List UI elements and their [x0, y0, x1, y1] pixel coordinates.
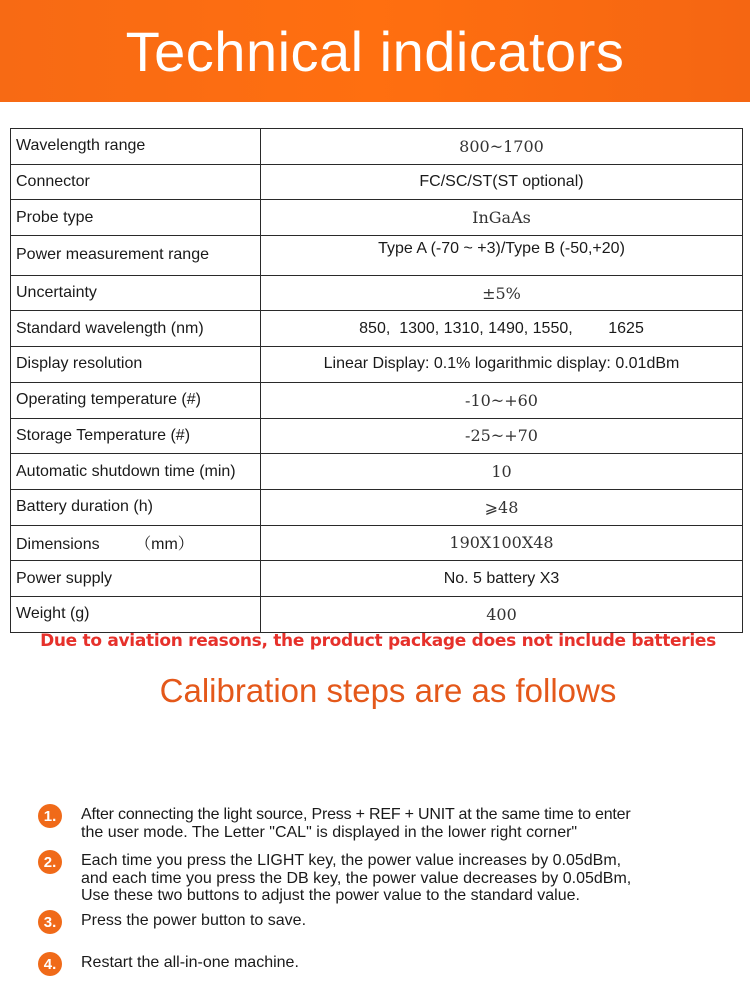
spec-value: Linear Display: 0.1% logarithmic display: 0.01dBm — [261, 347, 743, 383]
table-row — [11, 164, 743, 200]
table-row — [11, 382, 743, 418]
spec-label: Standard wavelength (nm) — [11, 311, 261, 347]
spec-label: Display resolution — [11, 347, 261, 383]
table-row — [11, 275, 743, 311]
step-line: Each time you press the LIGHT key, the power value increases by 0.05dBm, — [81, 852, 622, 869]
spec-label: Automatic shutdown time (min) — [11, 454, 261, 490]
spec-label: Uncertainty — [11, 275, 261, 311]
step-text — [81, 852, 731, 905]
spec-value: FC/SC/ST(ST optional) — [261, 164, 743, 200]
spec-value: ±5% — [261, 275, 743, 311]
spec-label: Dimensions （mm） — [11, 525, 261, 561]
page-title: Technical indicators — [125, 19, 625, 83]
spec-value: Type A (-70 ~ +3)/Type B (-50,+20) — [261, 236, 743, 276]
table-row — [11, 596, 743, 632]
spec-value: -25~+70 — [261, 418, 743, 454]
spec-value: 10 — [261, 454, 743, 490]
spec-label: Power supply — [11, 561, 261, 597]
spec-label: Weight (g) — [11, 596, 261, 632]
step-line: Press the power button to save. — [81, 912, 307, 929]
spec-label: Wavelength range — [11, 129, 261, 165]
spec-value: 400 — [261, 596, 743, 632]
table-row — [11, 454, 743, 490]
step-line: Use these two buttons to adjust the power value to the standard value. — [81, 887, 580, 904]
header-banner — [0, 0, 750, 102]
spec-label: Storage Temperature (#) — [11, 418, 261, 454]
table-row — [11, 561, 743, 597]
step-text — [81, 954, 731, 972]
spec-value: ⩾48 — [261, 489, 743, 525]
spec-label: Power measurement range — [11, 236, 261, 276]
spec-value: No. 5 battery X3 — [261, 561, 743, 597]
spec-label: Operating temperature (#) — [11, 382, 261, 418]
step-line: Restart the all-in-one machine. — [81, 954, 299, 971]
table-row — [11, 347, 743, 383]
step-number-badge: 2. — [38, 850, 62, 874]
spec-value: InGaAs — [261, 200, 743, 236]
table-row — [11, 200, 743, 236]
spec-label: Probe type — [11, 200, 261, 236]
table-row — [11, 418, 743, 454]
step-line: After connecting the light source, Press + REF + UNIT at the same time to enter — [81, 806, 631, 823]
calibration-title: Calibration steps are as follows — [159, 672, 617, 709]
table-row — [11, 236, 743, 276]
table-row — [11, 129, 743, 165]
spec-value: 190X100X48 — [261, 525, 743, 561]
spec-label: Battery duration (h) — [11, 489, 261, 525]
spec-value: 850, 1300, 1310, 1490, 1550, 1625 — [261, 311, 743, 347]
spec-value: -10~+60 — [261, 382, 743, 418]
table-row — [11, 525, 743, 561]
spec-label: Connector — [11, 164, 261, 200]
step-number-badge: 1. — [38, 804, 62, 828]
spec-value: 800~1700 — [261, 129, 743, 165]
table-row — [11, 311, 743, 347]
step-number-badge: 4. — [38, 952, 62, 976]
step-line: and each time you press the DB key, the power value decreases by 0.05dBm, — [81, 869, 632, 887]
spec-table — [10, 128, 743, 633]
step-text — [81, 806, 731, 841]
step-line: the user mode. The Letter "CAL" is displayed in the lower right corner" — [81, 823, 578, 841]
battery-notice: Due to aviation reasons, the product package does not include batteries — [40, 631, 716, 651]
step-text — [81, 912, 731, 930]
table-row — [11, 489, 743, 525]
step-number-badge: 3. — [38, 910, 62, 934]
